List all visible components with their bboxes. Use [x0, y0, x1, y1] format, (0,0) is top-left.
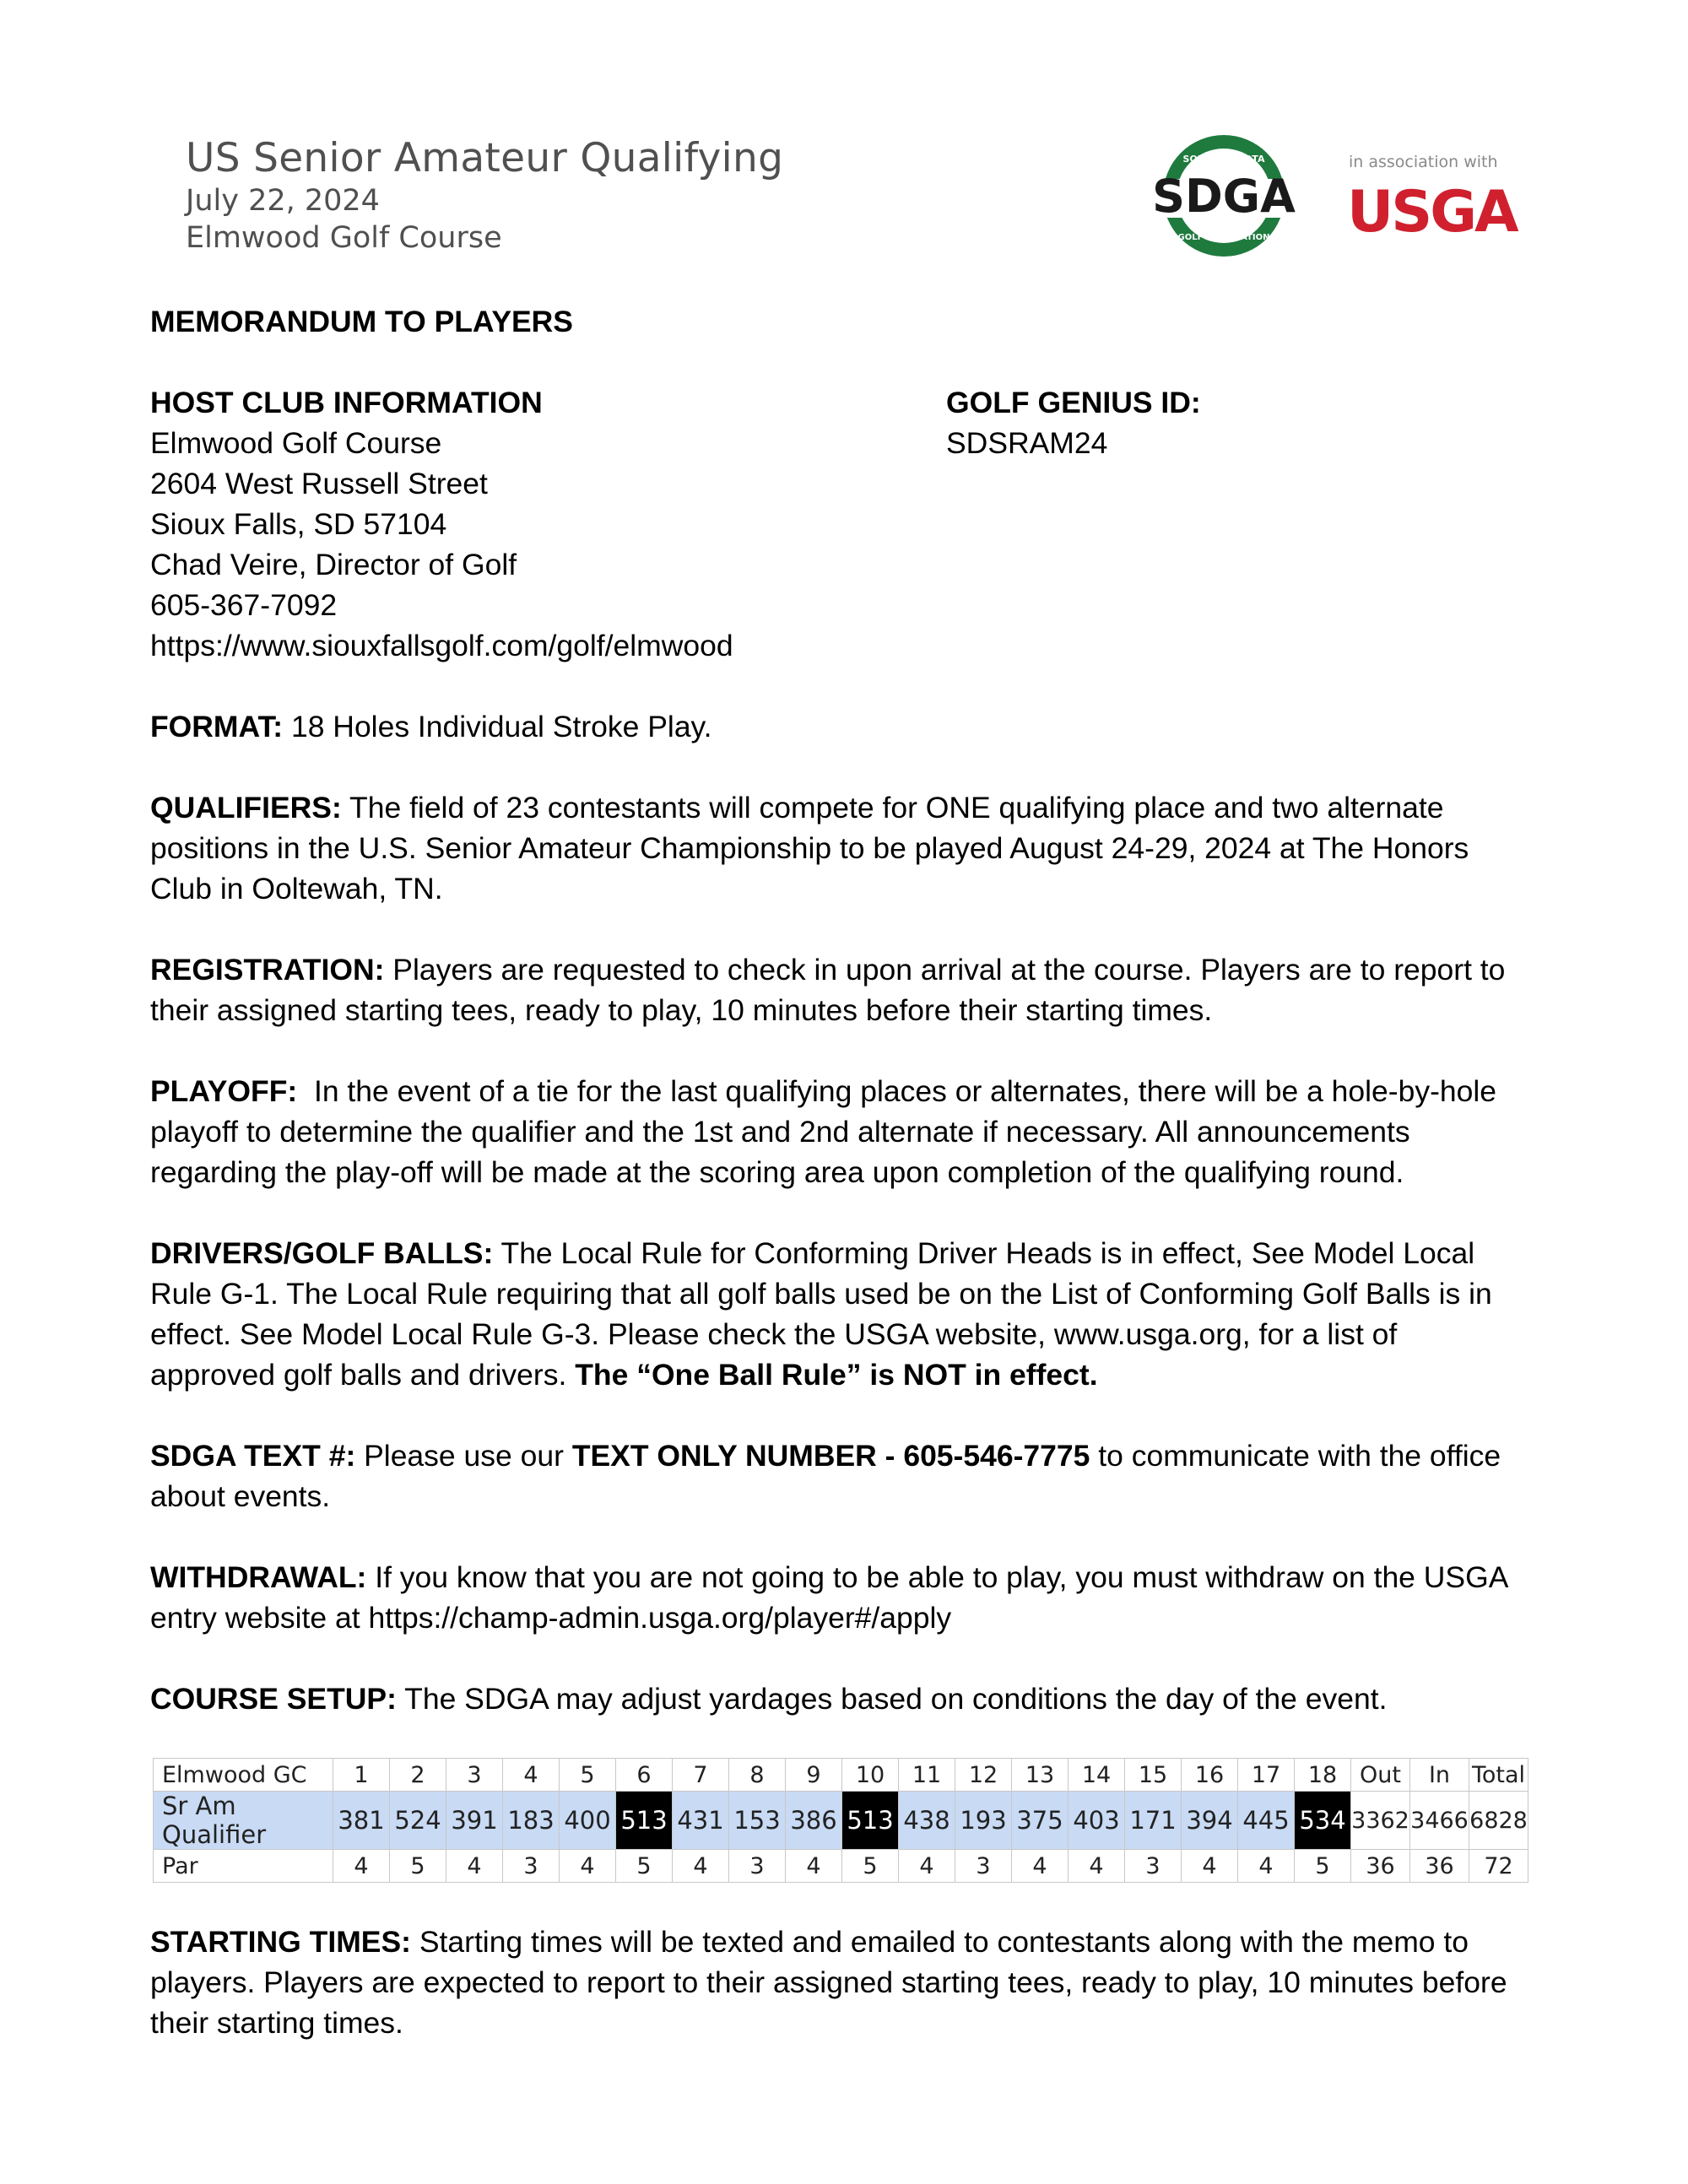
event-course: Elmwood Golf Course — [186, 221, 502, 255]
course-setup-text: The SDGA may adjust yardages based on conditions the day of the event. — [396, 1682, 1388, 1716]
scorecard-cell: 5 — [560, 1759, 616, 1792]
drivers-text: The Local Rule for Conforming Driver Heads is in effect, See Model Local — [493, 1236, 1475, 1270]
host-club-line: Sioux Falls, SD 57104 — [150, 507, 447, 541]
scorecard-cell: 403 — [1069, 1792, 1125, 1850]
usga-wordmark: USGA — [1347, 179, 1517, 246]
playoff-label: PLAYOFF: — [150, 1074, 298, 1108]
scorecard-cell: 9 — [786, 1759, 842, 1792]
format-label: FORMAT: — [150, 710, 284, 743]
scorecard-cell: 5 — [1295, 1850, 1351, 1883]
qualifiers-section — [150, 787, 1551, 909]
scorecard-cell: 10 — [842, 1759, 899, 1792]
registration-section — [150, 949, 1551, 1030]
scorecard-cell: 4 — [560, 1850, 616, 1883]
playoff-text: In the event of a tie for the last qualifying places or alternates, there will be a hole-by-hole — [297, 1074, 1497, 1108]
scorecard-cell: 15 — [1125, 1759, 1182, 1792]
golf-genius-id: SDSRAM24 — [946, 426, 1108, 460]
golf-genius-heading: GOLF GENIUS ID: — [946, 386, 1201, 419]
host-club-url: https://www.siouxfallsgolf.com/golf/elmwood — [150, 629, 733, 662]
sdga-wordmark: SDGA — [1152, 170, 1296, 223]
one-ball-rule-note: The “One Ball Rule” is NOT in effect. — [575, 1358, 1098, 1392]
qualifiers-label: QUALIFIERS: — [150, 791, 342, 824]
sdga-logo — [1152, 135, 1296, 257]
withdrawal-url: entry website at https://champ-admin.usga.org/player#/apply — [150, 1601, 952, 1635]
scorecard-cell: Sr Am Qualifier — [154, 1792, 333, 1850]
host-club-line: Elmwood Golf Course — [150, 426, 442, 460]
host-club-heading: HOST CLUB INFORMATION — [150, 386, 543, 419]
course-setup-label: COURSE SETUP: — [150, 1682, 397, 1716]
registration-text: their assigned starting tees, ready to play, 10 minutes before their starting times. — [150, 993, 1213, 1027]
event-date: July 22, 2024 — [186, 184, 380, 218]
scorecard-cell-highlight: 534 — [1295, 1792, 1351, 1850]
scorecard-cell: 17 — [1238, 1759, 1295, 1792]
scorecard-cell: 4 — [786, 1850, 842, 1883]
scorecard-cell: 193 — [955, 1792, 1012, 1850]
format-section — [150, 706, 1551, 747]
scorecard-cell: 14 — [1069, 1759, 1125, 1792]
scorecard-cell: 8 — [729, 1759, 786, 1792]
drivers-text: Rule G-1. The Local Rule requiring that all golf balls used be on the List of Conforming Golf Balls is in — [150, 1277, 1492, 1311]
scorecard-cell: 394 — [1182, 1792, 1238, 1850]
drivers-label: DRIVERS/GOLF BALLS: — [150, 1236, 494, 1270]
scorecard-cell: 4 — [503, 1759, 560, 1792]
sdga-text-text: about events. — [150, 1479, 331, 1513]
scorecard-cell: 5 — [616, 1850, 673, 1883]
drivers-text: effect. See Model Local Rule G-3. Please check the USGA website, www.usga.org, for a list of — [150, 1317, 1398, 1351]
host-club-block — [150, 382, 910, 666]
playoff-section — [150, 1071, 1551, 1192]
scorecard-cell: Par — [154, 1850, 333, 1883]
scorecard-cell: Total — [1469, 1759, 1528, 1792]
host-club-line: Chad Veire, Director of Golf — [150, 548, 517, 581]
host-club-line: 605-367-7092 — [150, 588, 338, 622]
scorecard-cell: 5 — [842, 1850, 899, 1883]
format-text: 18 Holes Individual Stroke Play. — [283, 710, 712, 743]
starting-times-text: players. Players are expected to report to their assigned starting tees, ready to play, 10 minutes before — [150, 1965, 1507, 1999]
scorecard-cell: 4 — [446, 1850, 503, 1883]
course-setup-section — [150, 1679, 1551, 1719]
scorecard-cell: 3 — [729, 1850, 786, 1883]
scorecard-cell: 153 — [729, 1792, 786, 1850]
text-only-number: TEXT ONLY NUMBER - 605-546-7775 — [571, 1439, 1090, 1473]
memo-heading: MEMORANDUM TO PLAYERS — [150, 305, 573, 338]
scorecard-cell: 4 — [673, 1850, 729, 1883]
scorecard-cell: 3 — [955, 1850, 1012, 1883]
scorecard-cell-highlight: 513 — [616, 1792, 673, 1850]
scorecard-cell: 18 — [1295, 1759, 1351, 1792]
scorecard-cell: 11 — [899, 1759, 955, 1792]
scorecard-table — [153, 1758, 1528, 1883]
association-text: in association with — [1349, 153, 1498, 171]
scorecard-cell: 391 — [446, 1792, 503, 1850]
scorecard-cell: 445 — [1238, 1792, 1295, 1850]
qualifiers-text: positions in the U.S. Senior Amateur Championship to be played August 24-29, 2024 at The Honors — [150, 831, 1469, 865]
starting-times-text: Starting times will be texted and emailed to contestants along with the memo to — [410, 1925, 1469, 1959]
scorecard-cell: 171 — [1125, 1792, 1182, 1850]
scorecard-cell: 12 — [955, 1759, 1012, 1792]
scorecard-header-row — [154, 1759, 1528, 1792]
scorecard-cell: 7 — [673, 1759, 729, 1792]
scorecard-cell: 3362 — [1351, 1792, 1410, 1850]
scorecard-cell: Elmwood GC — [154, 1759, 333, 1792]
sdga-text-text: Please use our — [355, 1439, 572, 1473]
drivers-text: approved golf balls and drivers. — [150, 1358, 576, 1392]
scorecard-cell: 400 — [560, 1792, 616, 1850]
starting-times-label: STARTING TIMES: — [150, 1925, 411, 1959]
scorecard-cell: 3 — [446, 1759, 503, 1792]
scorecard-cell: 5 — [390, 1850, 446, 1883]
qualifiers-text: The field of 23 contestants will compete for ONE qualifying place and two alternate — [341, 791, 1444, 824]
scorecard-cell: 386 — [786, 1792, 842, 1850]
scorecard-cell: 13 — [1012, 1759, 1069, 1792]
starting-times-text: their starting times. — [150, 2006, 403, 2040]
qualifiers-text: Club in Ooltewah, TN. — [150, 872, 443, 905]
sdga-text-section — [150, 1435, 1551, 1516]
sdga-ring-top: SOUTH DAKOTA — [1182, 154, 1265, 165]
scorecard-cell: 36 — [1410, 1850, 1469, 1883]
scorecard-cell: 183 — [503, 1792, 560, 1850]
scorecard-cell: 4 — [1238, 1850, 1295, 1883]
host-club-line: 2604 West Russell Street — [150, 467, 488, 500]
scorecard-cell: 16 — [1182, 1759, 1238, 1792]
scorecard-cell: 431 — [673, 1792, 729, 1850]
starting-times-section — [150, 1922, 1551, 2043]
sdga-text-label: SDGA TEXT #: — [150, 1439, 356, 1473]
scorecard-cell: In — [1410, 1759, 1469, 1792]
withdrawal-text: If you know that you are not going to be able to play, you must withdraw on the USGA — [366, 1560, 1509, 1594]
usga-logo — [1347, 153, 1519, 246]
withdrawal-section — [150, 1557, 1551, 1638]
scorecard-cell: 36 — [1351, 1850, 1410, 1883]
scorecard-yardage-row — [154, 1792, 1528, 1850]
scorecard-cell: 6828 — [1469, 1792, 1528, 1850]
scorecard-cell: 375 — [1012, 1792, 1069, 1850]
scorecard-cell: 4 — [1069, 1850, 1125, 1883]
scorecard-cell: Out — [1351, 1759, 1410, 1792]
event-header — [186, 135, 783, 257]
registration-text: Players are requested to check in upon arrival at the course. Players are to report to — [384, 953, 1506, 987]
sdga-text-text: to communicate with the office — [1090, 1439, 1501, 1473]
playoff-text: regarding the play-off will be made at the scoring area upon completion of the qualifying round. — [150, 1155, 1404, 1189]
scorecard-cell: 4 — [1182, 1850, 1238, 1883]
scorecard-cell-highlight: 513 — [842, 1792, 899, 1850]
association-logos — [1146, 128, 1534, 263]
scorecard-cell: 438 — [899, 1792, 955, 1850]
scorecard-cell: 4 — [899, 1850, 955, 1883]
registration-label: REGISTRATION: — [150, 953, 385, 987]
scorecard-par-row — [154, 1850, 1528, 1883]
scorecard-cell: 72 — [1469, 1850, 1528, 1883]
scorecard-cell: 524 — [390, 1792, 446, 1850]
scorecard-cell: 2 — [390, 1759, 446, 1792]
scorecard-cell: 3466 — [1410, 1792, 1469, 1850]
golf-genius-block — [946, 382, 1201, 463]
scorecard-cell: 4 — [333, 1850, 390, 1883]
scorecard-cell: 4 — [1012, 1850, 1069, 1883]
scorecard-cell: 3 — [503, 1850, 560, 1883]
withdrawal-label: WITHDRAWAL: — [150, 1560, 367, 1594]
scorecard-cell: 381 — [333, 1792, 390, 1850]
playoff-text: playoff to determine the qualifier and the 1st and 2nd alternate if necessary. All announcements — [150, 1115, 1410, 1149]
scorecard-cell: 3 — [1125, 1850, 1182, 1883]
sdga-ring-bottom: GOLF ASSOCIATION — [1177, 233, 1270, 242]
event-title: US Senior Amateur Qualifying — [186, 135, 784, 181]
scorecard-cell: 1 — [333, 1759, 390, 1792]
drivers-section — [150, 1233, 1551, 1395]
scorecard-cell: 6 — [616, 1759, 673, 1792]
